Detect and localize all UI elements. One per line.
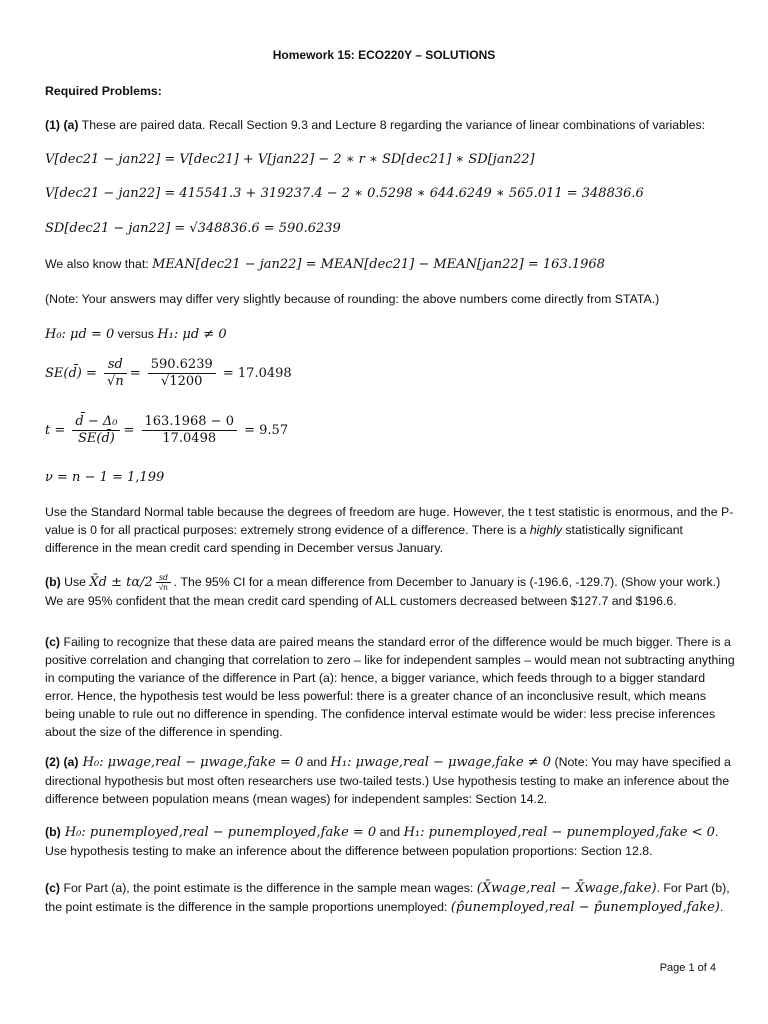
q1c-text: Failing to recognize that these data are paired means the standard error of the difference would be much bigger. There is a positive correlation and changing that correlation to zero – like for independent samples – would mean not subtracting anything in computing the variance of the difference in Part (a): hence, a bigger variance, which feeds through to a bigger standard error. Hence, the hypothesis test would be less powerful: there is a greater chance of an inconclusive result, which means being unable to rule out no difference in spending. The confidence interval estimate would be wider: less precise inferences about the size of the difference in spending. xyxy=(45,635,735,739)
mean-prefix: We also know that: xyxy=(45,257,153,271)
q2a-text: (Note: You may have specified a directional hypothesis but most often researchers use two-tailed tests.) Use hypothesis testing to make an inference about the difference between population means (mean wages) for independent samples: Section 14.2. xyxy=(45,755,731,806)
q2c-proportion-difference: (p̂unemployed,real − p̂unemployed,fake) xyxy=(450,900,720,915)
se-f2-numerator: 590.6239 xyxy=(148,357,216,374)
required-heading: Required Problems: xyxy=(45,84,162,98)
mean-line xyxy=(45,255,735,274)
q2c-text2: . For Part (b), the point estimate is the difference in the sample proportions unemployed: xyxy=(45,881,730,914)
hypothesis-versus: versus xyxy=(114,327,158,341)
q2a-paragraph xyxy=(45,753,735,808)
q2c-paragraph xyxy=(45,879,735,917)
q1b-label: (b) xyxy=(45,575,61,589)
q1c-paragraph xyxy=(45,633,735,741)
q1b-paragraph xyxy=(45,573,735,610)
q2b-text: . Use hypothesis testing to make an inference about the difference between population proportions: Section 12.8. xyxy=(45,825,719,858)
q1b-use: Use xyxy=(60,575,90,589)
q2b-label: (b) xyxy=(45,825,61,839)
t-statistic-equation: t = $\frac{\text{d̄ − Δ₀}}{SE(d̄)}$ = $\frac{163.1968 - 0}{17.0498}$ = 9.57 xyxy=(45,414,289,446)
hypothesis-alt: H₁: μd ≠ 0 xyxy=(157,327,227,342)
q1a-intro: These are paired data. Recall Section 9.3 and Lecture 8 regarding the variance of linear combinations of variables: xyxy=(78,118,706,132)
q1a-label: (1) (a) xyxy=(45,118,79,132)
q2a-null-hypothesis: H₀: μwage,real − μwage,fake = 0 xyxy=(78,755,304,770)
q1b-frac-denominator: √n xyxy=(158,583,168,593)
q2c-text3: . xyxy=(719,900,724,914)
q1a-conclusion-part1: Use the Standard Normal table because the degrees of freedom are huge. However, the t test statistic is enormous, and the P-value is 0 for all practical purposes: extremely strong evidence of a difference. There is a xyxy=(45,505,734,537)
document-title: Homework 15: ECO220Y – SOLUTIONS xyxy=(272,48,496,62)
se-lhs: SE(d̄) = xyxy=(45,366,97,381)
se-f2-denominator: √1200 xyxy=(161,374,203,389)
standard-error-equation: SE(d̄) = $\frac{sd}{√n}$ = $\frac{590.6239}{√1200}$ = 17.0498 xyxy=(45,357,292,389)
se-fraction-numeric xyxy=(148,357,216,390)
se-f1-numerator: sd xyxy=(104,357,127,374)
t-f2-numerator: 163.1968 − 0 xyxy=(142,414,237,431)
equation-variance-value: V[dec21 − jan22] = 415541.3 + 319237.4 − 2 ∗ 0.5298 ∗ 644.6249 ∗ 565.011 = 348836.6 xyxy=(45,186,644,201)
q2a-label: (2) (a) xyxy=(45,755,79,769)
equation-sd-value: SD[dec21 − jan22] = √348836.6 = 590.6239 xyxy=(45,221,341,236)
q2b-and: and xyxy=(376,825,404,839)
q1c-label: (c) xyxy=(45,635,61,649)
q1b-ci-formula: X̄d ± tα/2 xyxy=(89,575,153,590)
se-fraction-symbolic xyxy=(104,357,127,390)
page-number: Page 1 of 4 xyxy=(659,962,716,974)
q1b-frac-numerator: sd xyxy=(156,573,171,583)
t-f1-denominator: SE(d̄) xyxy=(78,431,115,446)
t-lhs: t = xyxy=(45,423,66,438)
q2c-text1: For Part (a), the point estimate is the difference in the sample mean wages: xyxy=(60,881,477,895)
q1a-conclusion-emphasis: highly xyxy=(529,523,562,537)
hypothesis-null: H₀: μd = 0 xyxy=(45,327,115,342)
t-fraction-symbolic xyxy=(72,414,120,447)
q2b-null-hypothesis: H₀: punemployed,real − punemployed,fake = 0 xyxy=(60,825,377,840)
t-fraction-numeric xyxy=(142,414,237,447)
q2c-label: (c) xyxy=(45,881,61,895)
q1b-ci-fraction xyxy=(156,573,171,592)
equation-mean: MEAN[dec21 − jan22] = MEAN[dec21] − MEAN[jan22] = 163.1968 xyxy=(152,257,605,272)
q2c-mean-difference: (X̄wage,real − X̄wage,fake) xyxy=(476,881,657,896)
note-rounding: (Note: Your answers may differ very slightly because of rounding: the above numbers come directly from STATA.) xyxy=(45,292,660,306)
q2b-alt-hypothesis: H₁: punemployed,real − punemployed,fake < 0 xyxy=(403,825,715,840)
degrees-of-freedom: ν = n − 1 = 1,199 xyxy=(45,470,165,485)
se-result: = 17.0498 xyxy=(222,366,292,381)
q2b-paragraph xyxy=(45,823,735,860)
q1a-conclusion xyxy=(45,503,735,557)
equation-variance-formula: V[dec21 − jan22] = V[dec21] + V[jan22] − 2 ∗ r ∗ SD[dec21] ∗ SD[jan22] xyxy=(45,152,535,167)
t-f2-denominator: 17.0498 xyxy=(162,431,217,446)
se-f1-denominator: √n xyxy=(107,374,124,389)
q2a-alt-hypothesis: H₁: μwage,real − μwage,fake ≠ 0 xyxy=(330,755,552,770)
t-f1-numerator: d̄ − Δ₀ xyxy=(72,414,120,431)
hypotheses-line xyxy=(45,325,735,344)
q1a-conclusion-part2: statistically significant difference in the mean credit card spending in December versus January. xyxy=(45,523,683,555)
t-result: = 9.57 xyxy=(244,423,289,438)
q2a-and: and xyxy=(303,755,331,769)
q1a-intro-paragraph xyxy=(45,116,735,134)
q1b-text: . The 95% CI for a mean difference from December to January is (-196.6, -129.7). (Show your work.) We are 95% confident that the mean credit card spending of ALL customers decreased between $127.7 and $196.6. xyxy=(45,575,721,609)
